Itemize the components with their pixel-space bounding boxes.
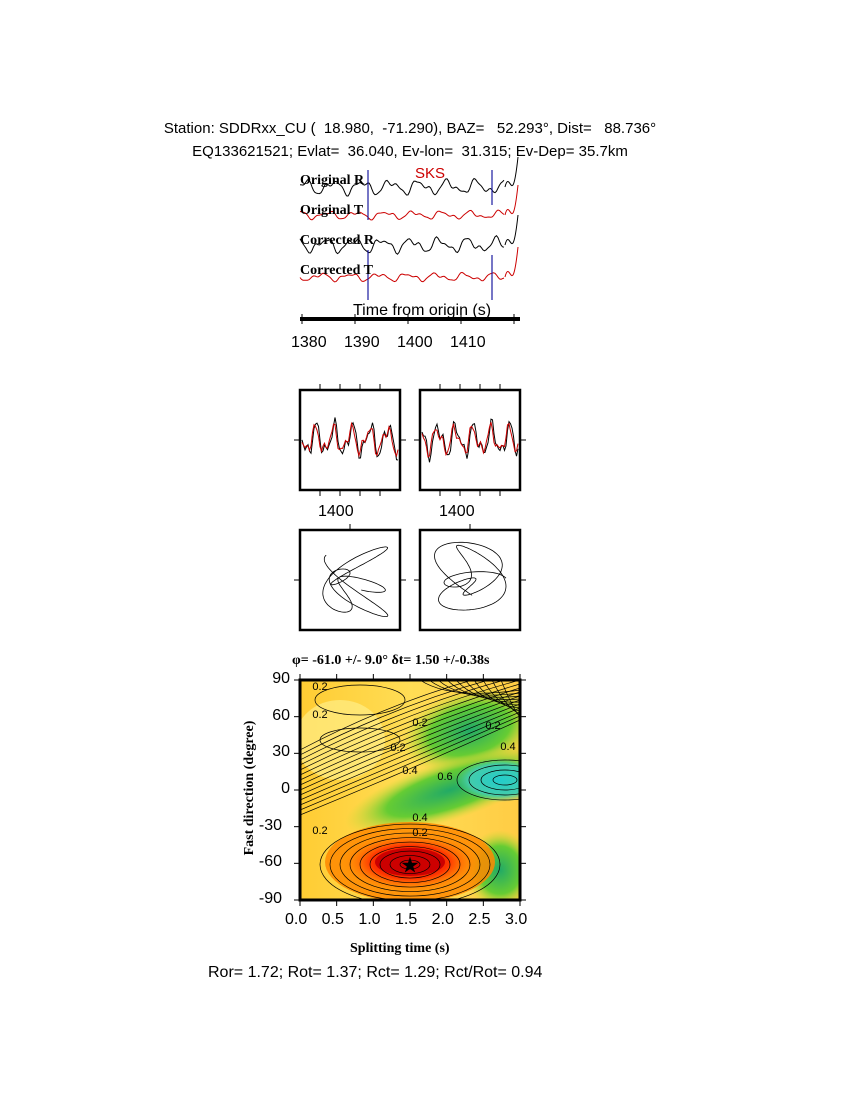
contour-label: 0.2: [412, 827, 428, 839]
waveform-tick-left: 1400: [318, 503, 354, 520]
contour-label: 0.2: [312, 825, 328, 837]
contour-label: 0.2: [312, 681, 328, 693]
time-tick-1380: 1380: [291, 334, 327, 351]
waveform-tick-right: 1400: [439, 503, 475, 520]
contour-label: 0.6: [437, 771, 453, 783]
contour-label: 0.2: [312, 709, 328, 721]
time-tick-1400: 1400: [397, 334, 433, 351]
contour-label: 0.2: [412, 717, 428, 729]
contour-label: 0.2: [390, 742, 406, 754]
heatmap-xlabel: Splitting time (s): [350, 941, 450, 956]
trace-label-original-t: Original T: [300, 203, 364, 218]
heatmap-ylabel: Fast direction (degree): [242, 720, 257, 856]
x-tick-label: 1.0: [358, 911, 381, 928]
event-info: EQ133621521; Evlat= 36.040, Ev-lon= 31.315; Ev-Dep= 35.7km: [192, 143, 628, 160]
x-tick-label: 1.5: [395, 911, 418, 928]
y-tick-label: 0: [281, 780, 290, 797]
trace-label-corrected-t: Corrected T: [300, 263, 373, 278]
contour-label: 0.4: [402, 765, 418, 777]
y-tick-label: -60: [258, 853, 282, 871]
x-tick-label: 0.0: [285, 911, 308, 928]
y-tick-label: -90: [258, 890, 282, 907]
trace-label-corrected-r: Corrected R: [300, 233, 374, 248]
best-fit-star: ★: [400, 852, 420, 878]
heatmap-fill: [295, 668, 564, 910]
time-axis-label: Time from origin (s): [353, 302, 492, 319]
x-tick-label: 3.0: [505, 911, 528, 928]
x-tick-label: 0.5: [321, 911, 344, 928]
contour-label: 0.2: [485, 720, 501, 732]
y-tick-label: -30: [258, 816, 282, 834]
station-info: Station: SDDRxx_CU ( 18.980, -71.290), BAZ= 52.293°, Dist= 88.736°: [163, 120, 657, 137]
y-tick-label: 90: [272, 670, 290, 687]
contour-label: 0.4: [500, 741, 516, 753]
contour-label: 0.4: [412, 812, 428, 824]
time-tick-1410: 1410: [450, 334, 486, 351]
time-tick-1390: 1390: [344, 334, 380, 351]
x-tick-label: 2.0: [431, 911, 454, 928]
phase-label: SKS: [415, 165, 446, 182]
y-tick-label: 30: [272, 743, 290, 761]
x-tick-label: 2.5: [468, 911, 491, 928]
result-title: φ= -61.0 +/- 9.0° δt= 1.50 +/-0.38s: [292, 653, 490, 668]
footer-stats: Ror= 1.72; Rot= 1.37; Rct= 1.29; Rct/Rot= 0.94: [208, 964, 543, 981]
y-tick-label: 60: [272, 706, 290, 724]
trace-label-original-r: Original R: [300, 173, 365, 188]
